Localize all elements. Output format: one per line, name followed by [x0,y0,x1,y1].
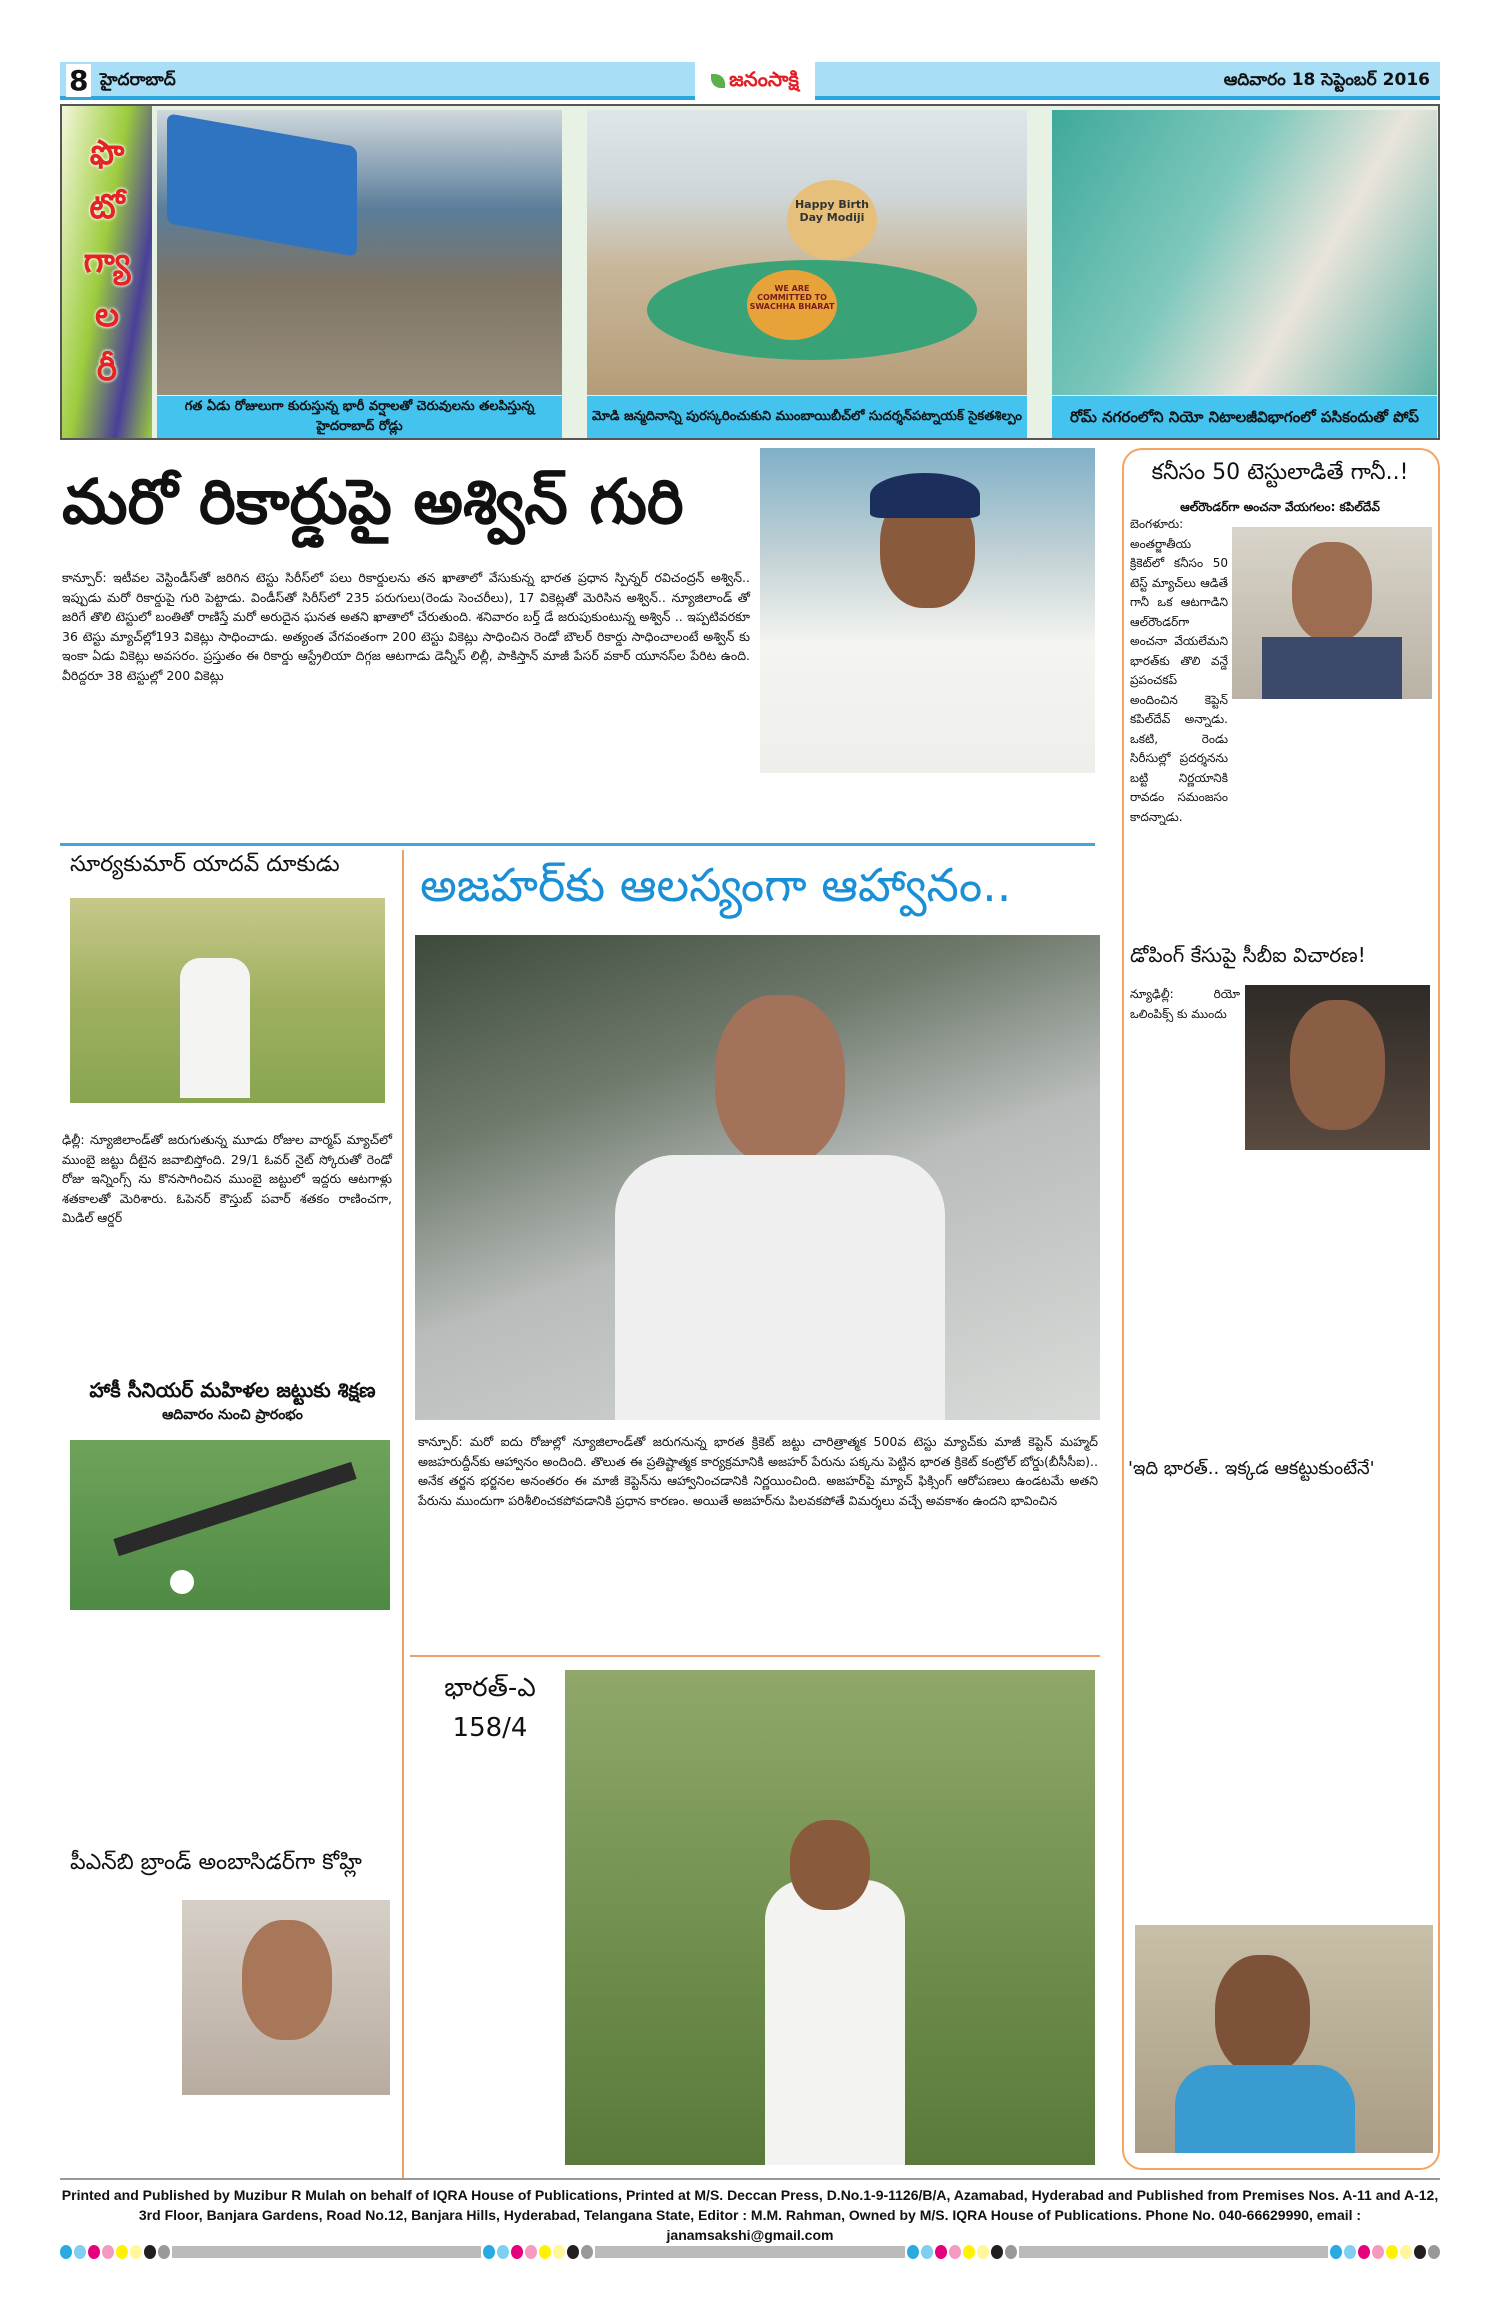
hockey-subhead: ఆదివారం నుంచి ప్రారంభం [162,1407,303,1423]
ball-shape [170,1570,194,1594]
gallery-label-strip [62,106,152,438]
narsingh-photo [1245,985,1430,1150]
gallery-title-line: టో [89,187,125,227]
logo-text: జనంసాక్షి [729,66,799,91]
registration-gray-bar [595,2246,904,2258]
hockey-heading [70,1378,395,1426]
ashwin-headline: మరో రికార్డుపై అశ్విన్ గురి [62,465,684,538]
flooded-roads-photo [157,110,562,395]
kapil-headline: కనీసం 50 టెస్టులాడితే గానీ..! [1151,460,1409,485]
surya-headline: సూర్యకుమార్ యాదవ్ దూకుడు [70,852,340,877]
bharat-a-photo [565,1670,1095,2165]
registration-dot [991,2245,1003,2259]
registration-dot [88,2245,100,2259]
shirt-shape [1175,2065,1355,2153]
suit-shape [1262,637,1402,699]
registration-dot [525,2245,537,2259]
imprint-line: Printed and Published by Muzibur R Mulah on behalf of IQRA House of Publications, Printed at M/S. Deccan Press, D.No.1-9-1126/B/A, Azamabad, Hyderabad and Published from Premises Nos. A-11 and A-12, 3rd Floor, Banjara Gardens, Road No.12, Banjara Hills, Hyderabad, Telangana State, Editor : M.M. Rahman, Owned by M/S. IQRA House of Publications. Phone No. 040-66629990, email : janamsakshi@gmail.com [61,2187,1439,2243]
registration-dot [935,2245,947,2259]
face-shape [1292,542,1372,642]
player-shape [180,958,250,1098]
face-shape [242,1920,332,2040]
azhar-article-body: కాన్పూర్: మరో ఐదు రోజుల్లో న్యూజిలాండ్‌తో జరుగనున్న భారత క్రికెట్ జట్టు చారిత్రాత్మక 500వ టెస్టు మ్యాచ్‌కు మాజీ కెప్టెన్ మహ్మద్ అజహరుద్దీన్‌కు ఆహ్వానం అందింది. తొలుత ఈ ప్రతిష్టాత్మక కార్యక్రమానికి అజహర్ పేరును పక్కను పెట్టిన భారత క్రికెట్ కంట్రోల్ బోర్డు(బీసీసీఐ).. అనేక తర్జన భర్జనల అనంతరం ఈ మాజీ కెప్టెన్‌ను ఆహ్వానించడానికి నిర్ణయించింది. అజహర్‌పై మ్యాచ్ ఫిక్సింగ్ ఆరోపణలు ఉండటమే అతని పేరును ముందుగా పరిశీలించకపోవడానికి ప్రధాన కారణం. అయితే అజహర్‌ను పిలవకపోతే విమర్శలు వచ్చే అవకాశం ఉందని భావించిన [418,1434,1098,1508]
registration-dot [130,2245,142,2259]
registration-dot [921,2245,933,2259]
ashwin-article-body: కాన్పూర్: ఇటీవల వెస్టిండీస్‌తో జరిగిన టెస్టు సిరీస్‌లో పలు రికార్డులను తన ఖాతాలో వేసుకున్న భారత ప్రధాన స్పిన్నర్ రవిచంద్రన్ అశ్విన్.. ఇప్పుడు మరో రికార్డుపై గురి పెట్టాడు. విండీస్‌తో సిరీస్‌లో 235 పరుగులు(రెండు సెంచరీలు), 17 వికెట్లతో మెరిసిన అశ్విన్.. న్యూజిలాండ్ తో జరిగే తొలి టెస్టులో బంతితో రాణిస్తే మరో అరుదైన ఘనత అతని ఖాతాలో చేరుతుంది. శనివారం బర్త్ డే జరుపుకుంటున్న అశ్విన్ .. ఇప్పటివరకూ 36 టెస్టు మ్యాచ్‌ల్లో193 వికెట్లు సాధించాడు. అత్యంత వేగవంతంగా 200 టెస్టు వికెట్లు సాధించిన రెండో బౌలర్ రికార్డు సాధించాలంటే అశ్విన్ కు ఇంకా ఏడు వికెట్లు అవసరం. ప్రస్తుతం ఈ రికార్డు ఆస్ట్రేలియా దిగ్గజ ఆటగాడు డెన్నీస్ లిల్లీ, పాకిస్తాన్ మాజీ పేసర్ వకార్ యూనస్‌ల పేరిట ఉంది. వీరిద్దరూ 38 టెస్టుల్లో 200 వికెట్లు [62,570,750,683]
kapil-article-body: బెంగళూరు: అంతర్జాతీయ క్రికెట్‌లో కనీసం 50 టెస్ట్ మ్యాచ్‌లు ఆడితే గానీ ఒక ఆటగాడిని ఆల్‌రౌండర్‌గా అంచనా వేయలేమని భారత్‌కు తొలి వన్డే ప్రపంచకప్ అందించిన కెప్టెన్ కపిల్‌దేవ్ అన్నాడు. ఒకటి, రెండు సిరీసుల్లో ప్రదర్శనను బట్టి నిర్ణయానికి రావడం సమంజసం కాదన్నాడు. [1130,517,1228,824]
registration-dot [581,2245,593,2259]
gallery-caption: రోమ్ నగరంలోని నియో నిటాలజీవిభాగంలో పసికందుతో పోప్ [1052,396,1437,438]
registration-dot [483,2245,495,2259]
edition-city: హైదరాబాద్ [100,70,176,90]
pope-photo [1052,110,1437,395]
sand-art-photo [587,110,1027,395]
footer-rule [60,2178,1440,2180]
registration-dot [1372,2245,1384,2259]
page-header [60,62,1440,100]
kohli-photo [182,1900,390,2095]
ashwin-photo [760,448,1095,773]
doping-headline: డోపింగ్ కేసుపై సీబీఐ విచారణ! [1130,943,1366,967]
registration-dot [60,2245,72,2259]
registration-dot [977,2245,989,2259]
gallery-title-line: గ్యా [83,241,131,281]
registration-dot [949,2245,961,2259]
registration-dot [1330,2245,1342,2259]
registration-dot [567,2245,579,2259]
registration-dot [1386,2245,1398,2259]
photo-gallery [60,104,1440,440]
section-divider [410,1655,1100,1657]
gallery-title [70,126,144,396]
sand-swachh-text: WE ARE COMMITTED TO SWACHHA BHARAT [747,270,837,340]
registration-color-bar [60,2245,1440,2259]
kapil-photo [1232,527,1432,699]
hockey-photo [70,1440,390,1610]
player-portrait-photo [1135,1925,1433,2153]
section-divider [60,843,1095,846]
registration-dot [144,2245,156,2259]
issue-date: ఆదివారం 18 సెప్టెంబర్ 2016 [1223,70,1430,90]
registration-gray-bar [172,2246,481,2258]
registration-dot [1005,2245,1017,2259]
registration-dot [116,2245,128,2259]
kapil-subhead: ఆల్‌రౌండర్‌గా అంచనా వేయగలం: కపిల్‌దేవ్ [1180,500,1380,514]
gallery-caption: గత ఏడు రోజులుగా కురుస్తున్న భారీ వర్షాలతో చెరువులను తలపిస్తున్న హైదరాబాద్ రోడ్లు [157,396,562,438]
registration-dot [1400,2245,1412,2259]
doping-article-body: న్యూఢిల్లీ: రియో ఒలింపిక్స్ కు ముందు [1130,987,1240,1021]
bharat-a-heading [420,1668,560,1748]
registration-dot [102,2245,114,2259]
hockey-headline: హాకీ సీనియర్ మహిళల జట్టుకు శిక్షణ [89,1378,376,1402]
gallery-caption: మోడి జన్మదినాన్ని పురస్కరించుకుని ముంబాయిబీచ్‌లో సుదర్శన్‌పట్నాయక్ సైకతశిల్పం [587,396,1027,438]
registration-dot [907,2245,919,2259]
face-shape [790,1820,870,1910]
gallery-title-line: ఫొ [89,133,125,173]
registration-dot [1344,2245,1356,2259]
registration-dot [1358,2245,1370,2259]
registration-dot [74,2245,86,2259]
column-divider [402,850,404,2180]
pnb-headline: పీఎన్‌బి బ్రాండ్ అంబాసిడర్‌గా కోహ్లి [70,1850,362,1875]
azhar-headline: అజహర్‌కు ఆలస్యంగా ఆహ్వానం.. [420,858,1012,912]
hockey-stick-shape [113,1462,356,1556]
face-shape [1290,1000,1385,1130]
gallery-title-line: రీ [96,349,118,389]
registration-dot [158,2245,170,2259]
registration-dot [497,2245,509,2259]
cap-shape [870,473,980,518]
registration-gray-bar [1019,2246,1328,2258]
registration-dot [539,2245,551,2259]
azhar-photo [415,935,1100,1420]
registration-dot [1428,2245,1440,2259]
sand-sign: Happy Birth Day Modiji [787,180,877,260]
page-number: 8 [66,64,91,97]
bus-shape [167,113,357,257]
gallery-title-line: ల [94,295,120,335]
registration-dot [1414,2245,1426,2259]
surya-photo [70,898,385,1103]
registration-dot [511,2245,523,2259]
surya-article-body: ఢిల్లీ: న్యూజిలాండ్‌తో జరుగుతున్న మూడు రోజుల వార్మప్ మ్యాచ్‌లో ముంబై జట్టు దీటైన జవాబిస్తోంది. 29/1 ఓవర్ నైట్ స్కోరుతో రెండో రోజు ఇన్నింగ్స్ ను కొనసాగించిన ముంబై జట్టులో ఇద్దరు ఆటగాళ్లు శతకాలతో మెరిశారు. ఓపెనర్ కౌస్తుబ్ పవార్ శతకం రాణించగా, మిడిల్ ఆర్డర్ [62,1132,392,1225]
shirt-shape [615,1155,945,1420]
bharat-a-score: 158/4 [452,1713,528,1743]
leaf-icon [711,74,725,88]
face-shape [1215,1955,1310,2075]
registration-dot [963,2245,975,2259]
player-shape [765,1880,905,2165]
registration-dot [553,2245,565,2259]
masthead-logo [695,58,815,104]
idi-bharat-headline: 'ఇది భారత్.. ఇక్కడ ఆకట్టుకుంటేనే' [1128,1458,1375,1479]
face-shape [715,995,845,1165]
bharat-a-headline: భారత్-ఎ [444,1673,536,1703]
